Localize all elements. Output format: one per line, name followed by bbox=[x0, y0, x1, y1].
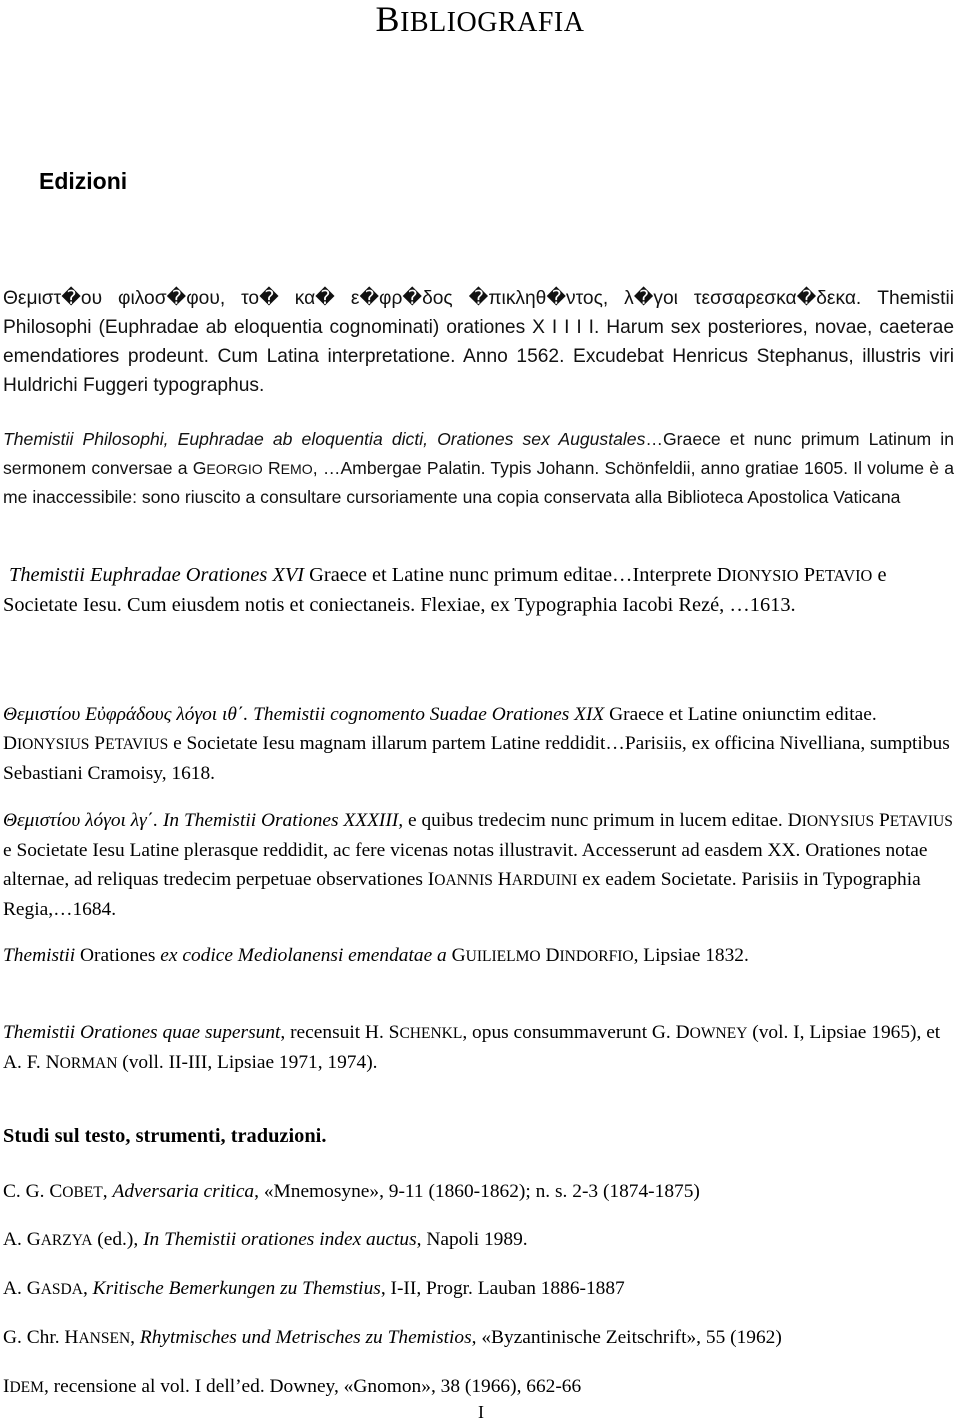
edition-entry-1562: Θεμιστ�ου φιλοσ�φου, το� κα� ε�φρ�δος �πικληθ�ντος, λ�γοι τεσσαρεσκα�δεκα. Themistii Philosophi (Euphradae ab eloquentia cognominati) orationes X I I I I. Harum sex posteriores, novae, caeterae emendatiores prodeunt. Cum Latina interpretatione. Anno 1562. Excudebat Henricus Stephanus, illustris viri Huldrichi Fuggeri typographus. bbox=[3, 288, 954, 396]
page-title: BIBLIOGRAFIA bbox=[375, 0, 585, 39]
study-entry-hansen: G. Chr. HANSEN, Rhytmisches und Metrisches zu Themistios, «Byzantinische Zeitschrift», 55 (1962) bbox=[3, 1327, 782, 1348]
study-entry-garzya: A. GARZYA (ed.), In Themistii orationes index auctus, Napoli 1989. bbox=[3, 1229, 528, 1250]
edition-entry-1605: Themistii Philosophi, Euphradae ab eloquentia dicti, Orationes sex Augustales…Graece et nunc primum Latinum in sermonem conversae a GEORGIO REMO, …Ambergae Palatin. Typis Johann. Schönfeldii, anno gratiae 1605. Il volume è a me inaccessibile: sono riuscito a consultare cursoriamente una copia conservata alla Biblioteca Apostolica Vaticana bbox=[3, 429, 955, 507]
page-number: I bbox=[478, 1402, 484, 1422]
study-entry-idem: IDEM, recensione al vol. I dell’ed. Downey, «Gnomon», 38 (1966), 662-66 bbox=[3, 1376, 582, 1397]
edition-entry-1684: Θεμιστίου λόγοι λγ΄. In Themistii Orationes XXXIII, e quibus tredecim nunc primum in lucem editae. DIONYSIUS PETAVIUS e Societate Iesu Latine plerasque reddidit, ac fere vicenas notas illustravit. Accesserunt ad easdem XX. Orationes notae alternae, ad reliquas tredecim perpetuae observationes IOANNIS HARDUINI ex eadem Societate. Parisiis in Typographia Regia,…1684. bbox=[3, 810, 953, 920]
edition-entry-1618: Θεμιστίου Εὐφράδους λόγοι ιθ΄. Themistii cognomento Suadae Orationes XIX Graece et Latine oniunctim editae. DIONYSIUS PETAVIUS e Societate Iesu magnam illarum partem Latine reddidit…Parisiis, ex officina Nivelliana, sumptibus Sebastiani Cramoisy, 1618. bbox=[3, 704, 950, 784]
edition-entry-1613: Themistii Euphradae Orationes XVI Graece et Latine nunc primum editae…Interprete DIONYSIO PETAVIO e Societate Iesu. Cum eiusdem notis et coniectaneis. Flexiae, ex Typographia Iacobi Rezé, …1613. bbox=[3, 564, 887, 616]
edition-entry-1832: Themistii Orationes ex codice Mediolanensi emendatae a GUILIELMO DINDORFIO, Lipsiae 1832. bbox=[3, 945, 749, 966]
edition-entry-1965: Themistii Orationes quae supersunt, recensuit H. SCHENKL, opus consummaverunt G. DOWNEY (vol. I, Lipsiae 1965), et A. F. NORMAN (voll. II-III, Lipsiae 1971, 1974). bbox=[3, 1022, 941, 1073]
section-heading-studi: Studi sul testo, strumenti, traduzioni. bbox=[3, 1125, 327, 1147]
study-entry-cobet: C. G. COBET, Adversaria critica, «Mnemosyne», 9-11 (1860-1862); n. s. 2-3 (1874-1875) bbox=[3, 1181, 700, 1202]
section-heading-edizioni: Edizioni bbox=[39, 168, 128, 194]
study-entry-gasda: A. GASDA, Kritische Bemerkungen zu Themstius, I-II, Progr. Lauban 1886-1887 bbox=[3, 1278, 625, 1299]
